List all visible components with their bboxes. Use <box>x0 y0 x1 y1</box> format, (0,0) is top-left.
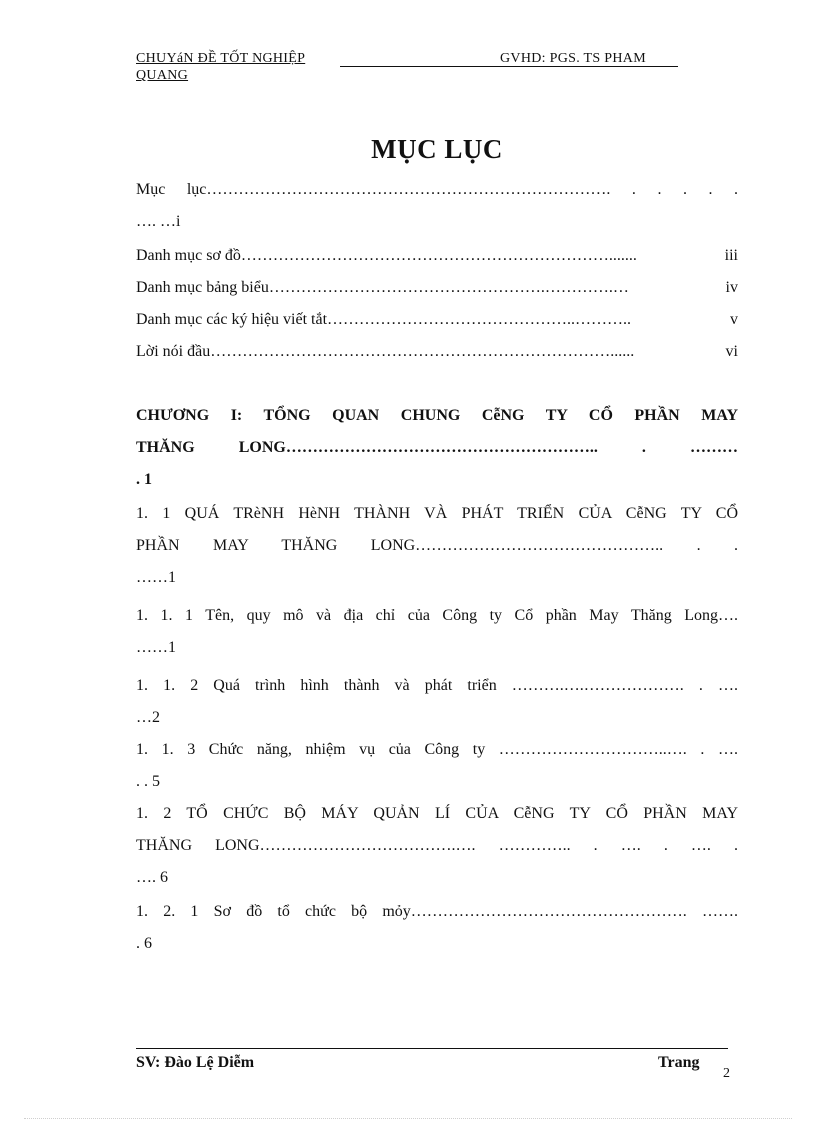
toc-entry-loi-noi-dau-page: vi <box>725 343 738 360</box>
header-topic <box>136 50 366 84</box>
header-advisor <box>340 50 678 67</box>
toc-entry-so-do <box>136 244 738 268</box>
toc-entry-ky-hieu-text: Danh mục các ký hiệu viết tắt………………………………………..……….. <box>136 311 632 328</box>
toc-entry-so-do-text: Danh mục sơ đồ……………………………………………………………....... <box>136 247 637 264</box>
toc-chapter-1-line2: THĂNG LONG………………………………………………….. . ……… <box>136 439 738 456</box>
toc-entry-bang-bieu-text: Danh mục bảng biểu…………………………………………….………….… <box>136 279 629 296</box>
toc-section-1-1-3-page: . . 5 <box>136 773 160 790</box>
header-topic-line2: QUANG <box>136 68 189 83</box>
header-topic-line1: CHUYáN ĐỀ TỐT NGHIỆP <box>136 51 306 66</box>
toc-section-1-1-1-page: ……1 <box>136 639 176 656</box>
toc-entry-bang-bieu-page: iv <box>725 279 738 296</box>
toc-section-1-1-2-line1: 1. 1. 2 Quá trình hình thành và phát triển ……….….………………. . …. <box>136 677 738 694</box>
page-title: MỤC LỤC <box>371 134 503 164</box>
toc-chapter-1-line1: CHƯƠNG I: TỔNG QUAN CHUNG CễNG TY CỔ PHẦN MAY <box>136 407 738 424</box>
toc-section-1-1-line2: PHẦN MAY THĂNG LONG……………………………………….. . . <box>136 537 738 554</box>
toc-entry-bang-bieu <box>136 276 738 300</box>
header-advisor-text: GVHD: PGS. TS PHAM <box>500 51 646 66</box>
toc-section-1-2-page: …. 6 <box>136 869 168 886</box>
page-bottom-border <box>24 1118 792 1119</box>
toc-section-1-1-1-line1: 1. 1. 1 Tên, quy mô và địa chỉ của Công ty Cổ phần May Thăng Long…. <box>136 607 738 624</box>
toc-entry-loi-noi-dau-text: Lời nói đầu…………………………………………………………………...... <box>136 343 635 360</box>
toc-section-1-2-line2: THĂNG LONG……………………………….…. ………….. . …. . …. . <box>136 837 738 854</box>
page-number: 2 <box>723 1066 730 1081</box>
toc-entry-muc-luc: Mục lục…………………………………………………………………. . . . . . <box>136 181 738 198</box>
toc-section-1-2-1-line1: 1. 2. 1 Sơ đồ tổ chức bộ mỏy……………………………………………. ……. <box>136 903 738 920</box>
footer-page-label: Trang <box>658 1054 700 1071</box>
toc-entry-muc-luc-page: …. …i <box>136 213 181 230</box>
toc-section-1-2-line1: 1. 2 TỔ CHỨC BỘ MÁY QUẢN LÍ CỦA CễNG TY CỔ PHẦN MAY <box>136 805 738 822</box>
toc-section-1-1-line1: 1. 1 QUÁ TRèNH HèNH THÀNH VÀ PHÁT TRIỂN CỦA CễNG TY CỔ <box>136 505 738 522</box>
toc-section-1-1-page: ……1 <box>136 569 176 586</box>
toc-entry-loi-noi-dau <box>136 340 738 364</box>
footer-student: SV: Đào Lệ Diễm <box>136 1054 255 1071</box>
toc-entry-ky-hieu-page: v <box>730 311 738 328</box>
toc-section-1-2-1-page: . 6 <box>136 935 152 952</box>
toc-chapter-1-page: . 1 <box>136 471 152 488</box>
toc-entry-ky-hieu <box>136 308 738 332</box>
toc-section-1-1-2-page: …2 <box>136 709 160 726</box>
toc-section-1-1-3-line1: 1. 1. 3 Chức năng, nhiệm vụ của Công ty …………………………..…. . …. <box>136 741 738 758</box>
footer-divider <box>136 1048 728 1049</box>
toc-entry-so-do-page: iii <box>724 247 738 264</box>
